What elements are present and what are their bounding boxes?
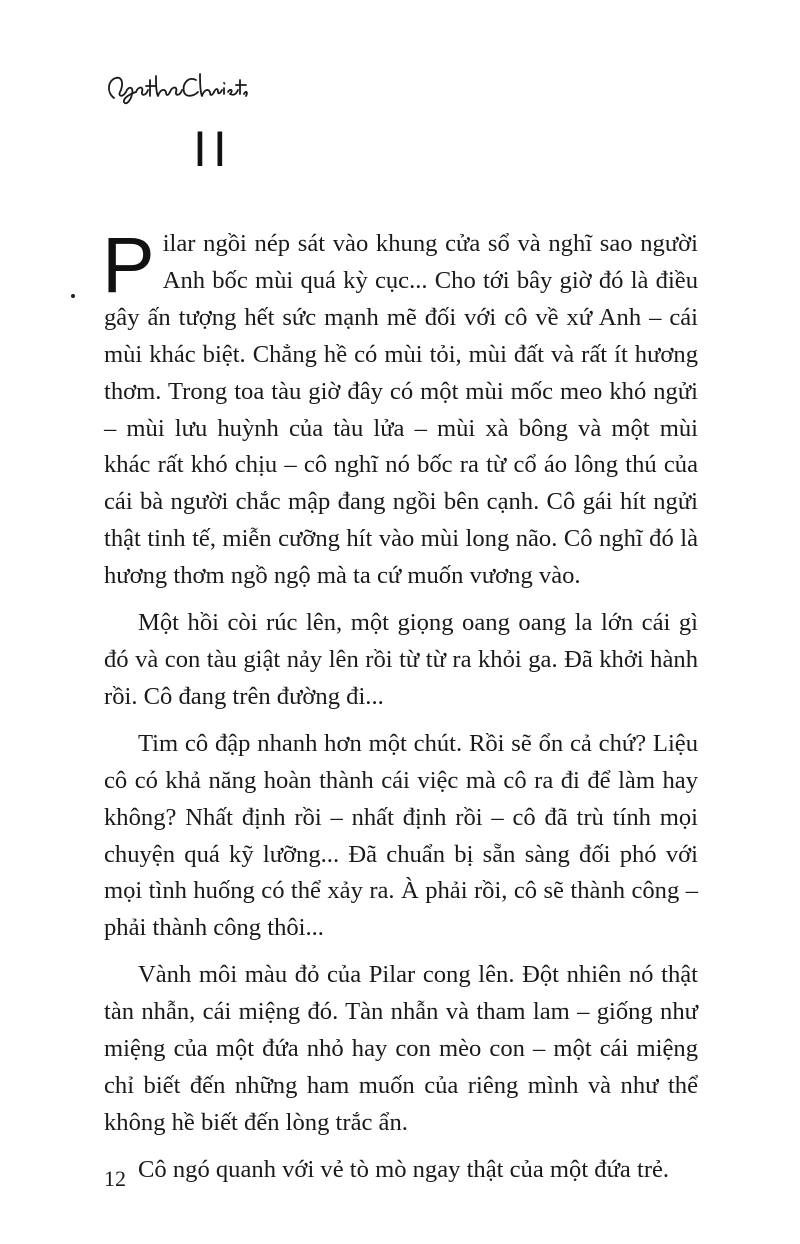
author-signature xyxy=(100,62,250,110)
drop-cap: P xyxy=(102,220,155,309)
page-number: 12 xyxy=(104,1166,126,1191)
paragraph-1-text: ilar ngồi nép sát vào khung cửa sổ và nghĩ sao người Anh bốc mùi quá kỳ cục... Cho tới bây giờ đó là điều gây ấn tượng hết sức mạnh mẽ đối với cô về xứ Anh – cái mùi khác biệt. Chẳng hề có mùi tỏi, mùi đất và rất ít hương thơm. Trong toa tàu giờ đây có một mùi mốc meo khó ngửi – mùi lưu huỳnh của tàu lửa – mùi xà bông và một mùi khác rất khó chịu – cô nghĩ nó bốc ra từ cổ áo lông thú của cái bà người chắc mập đang ngồi bên cạnh. Cô gái hít ngửi thật tinh tế, miễn cưỡng hít vào mùi long não. Cô nghĩ đó là hương thơm ngồ ngộ mà ta cứ muốn vương vào. xyxy=(104,230,698,590)
paragraph-3: Tim cô đập nhanh hơn một chút. Rồi sẽ ổn cả chứ? Liệu cô có khả năng hoàn thành cái việc mà cô ra đi để làm hay không? Nhất định rồi – nhất định rồi – cô đã trù tính mọi chuyện quá kỹ lưỡng... Đã chuẩn bị sẵn sàng đối phó với mọi tình huống có thể xảy ra. À phải rồi, cô sẽ thành công – phải thành công thôi... xyxy=(104,729,698,942)
chapter-body xyxy=(102,220,698,1199)
chapter-number: II xyxy=(193,121,233,177)
paragraph-5: Cô ngó quanh với vẻ tò mò ngay thật của một đứa trẻ. xyxy=(138,1155,670,1183)
paragraph-2: Một hồi còi rúc lên, một giọng oang oang la lớn cái gì đó và con tàu giật nảy lên rồi từ từ ra khỏi ga. Đã khởi hành rồi. Cô đang trên đường đi... xyxy=(104,609,698,710)
paragraph-4: Vành môi màu đỏ của Pilar cong lên. Đột nhiên nó thật tàn nhẫn, cái miệng đó. Tàn nhẫn và tham lam – giống như miệng của một đứa nhỏ hay con mèo con – một cái miệng chỉ biết đến những ham muốn của riêng mình và như thể không hề biết đến lòng trắc ẩn. xyxy=(104,961,698,1136)
paragraph-1 xyxy=(102,220,698,595)
print-speck xyxy=(71,294,75,298)
